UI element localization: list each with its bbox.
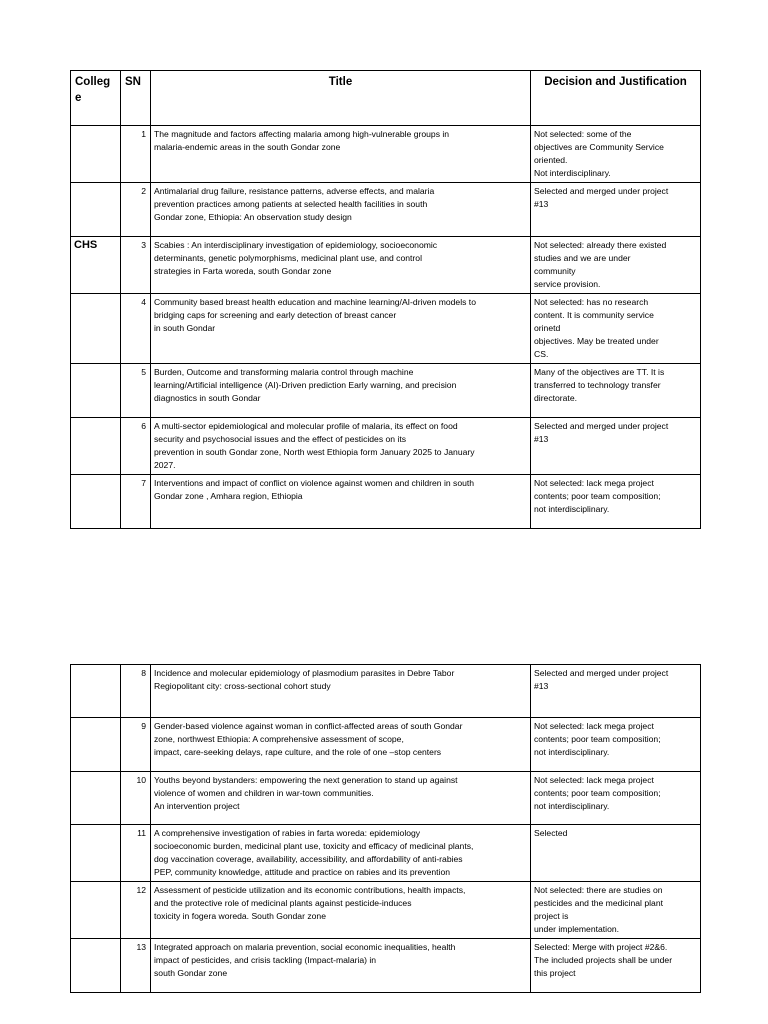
college-cell (71, 939, 121, 993)
decision-cell: Selected and merged under project #13 (531, 665, 701, 718)
sn-cell: 3 (121, 237, 151, 294)
title-cell: Gender-based violence against woman in conflict-affected areas of south Gondar zone, northwest Ethiopia: A comprehensive assessment of scope, impact, care-seeking delays, rape culture, and the role of one –stop centers (151, 718, 531, 772)
title-cell: Scabies : An interdisciplinary investigation of epidemiology, socioeconomic determinants, genetic polymorphisms, medicinal plant use, and control strategies in Farta woreda, south Gondar zone (151, 237, 531, 294)
title-cell: Incidence and molecular epidemiology of plasmodium parasites in Debre Tabor Regiopolitant city: cross-sectional cohort study (151, 665, 531, 718)
header-row (71, 71, 701, 126)
title-cell: Integrated approach on malaria prevention, social economic inequalities, health impact of pesticides, and crisis tackling (Impact-malaria) in south Gondar zone (151, 939, 531, 993)
decision-cell: Selected (531, 825, 701, 882)
projects-table-part-2 (70, 664, 701, 993)
decision-cell: Not selected: has no research content. It is community service orinetd objectives. May be treated under CS. (531, 294, 701, 364)
table-row (71, 418, 701, 475)
sn-cell: 11 (121, 825, 151, 882)
decision-cell: Not selected: already there existed studies and we are under community service provision. (531, 237, 701, 294)
college-cell (71, 126, 121, 183)
table-row (71, 364, 701, 418)
sn-cell: 7 (121, 475, 151, 529)
projects-table-part-1 (70, 70, 701, 529)
title-cell: Assessment of pesticide utilization and its economic contributions, health impacts, and the protective role of medicinal plants against pesticide-induces toxicity in fogera woreda. South Gondar zone (151, 882, 531, 939)
sn-cell: 2 (121, 183, 151, 237)
college-cell (71, 475, 121, 529)
sn-cell: 12 (121, 882, 151, 939)
title-cell: Burden, Outcome and transforming malaria control through machine learning/Artificial intelligence (AI)-Driven prediction Early warning, and precision diagnostics in south Gondar (151, 364, 531, 418)
table-row (71, 294, 701, 364)
title-header: Title (151, 71, 531, 126)
sn-cell: 9 (121, 718, 151, 772)
table-row (71, 237, 701, 294)
sn-header: SN (121, 71, 151, 126)
college-cell (71, 772, 121, 825)
decision-cell: Many of the objectives are TT. It is transferred to technology transfer directorate. (531, 364, 701, 418)
decision-cell: Not selected: some of the objectives are Community Service oriented. Not interdisciplinary. (531, 126, 701, 183)
table-row (71, 825, 701, 882)
table-row (71, 183, 701, 237)
college-cell (71, 882, 121, 939)
decision-cell: Not selected: there are studies on pesticides and the medicinal plant project is under implementation. (531, 882, 701, 939)
college-cell: CHS (71, 237, 121, 294)
college-cell (71, 825, 121, 882)
table-row (71, 718, 701, 772)
decision-cell: Selected: Merge with project #2&6. The included projects shall be under this project (531, 939, 701, 993)
decision-cell: Not selected: lack mega project contents; poor team composition; not interdisciplinary. (531, 718, 701, 772)
title-cell: Antimalarial drug failure, resistance patterns, adverse effects, and malaria prevention practices among patients at selected health facilities in south Gondar zone, Ethiopia: An observation study design (151, 183, 531, 237)
decision-cell: Not selected: lack mega project contents; poor team composition; not interdisciplinary. (531, 772, 701, 825)
sn-cell: 10 (121, 772, 151, 825)
title-cell: A comprehensive investigation of rabies in farta woreda: epidemiology socioeconomic burden, medicinal plant use, toxicity and efficacy of medicinal plants, dog vaccination coverage, availability, accessibility, and affordability of anti-rabies PEP, community knowledge, attitude and practice on rabies and its prevention (151, 825, 531, 882)
table-row (71, 772, 701, 825)
table-row (71, 882, 701, 939)
decision-cell: Selected and merged under project #13 (531, 418, 701, 475)
college-cell (71, 294, 121, 364)
decision-cell: Selected and merged under project #13 (531, 183, 701, 237)
decision-cell: Not selected: lack mega project contents; poor team composition; not interdisciplinary. (531, 475, 701, 529)
college-cell (71, 718, 121, 772)
college-header: Colleg e (71, 71, 121, 126)
college-cell (71, 665, 121, 718)
sn-cell: 1 (121, 126, 151, 183)
college-cell (71, 183, 121, 237)
title-cell: Interventions and impact of conflict on violence against women and children in south Gondar zone , Amhara region, Ethiopia (151, 475, 531, 529)
sn-cell: 4 (121, 294, 151, 364)
title-cell: The magnitude and factors affecting malaria among high-vulnerable groups in malaria-endemic areas in the south Gondar zone (151, 126, 531, 183)
table-row (71, 939, 701, 993)
title-cell: Youths beyond bystanders: empowering the next generation to stand up against violence of women and children in war-town communities. An intervention project (151, 772, 531, 825)
table-row (71, 126, 701, 183)
college-cell (71, 364, 121, 418)
sn-cell: 5 (121, 364, 151, 418)
sn-cell: 8 (121, 665, 151, 718)
title-cell: A multi-sector epidemiological and molecular profile of malaria, its effect on food security and psychosocial issues and the effect of pesticides on its prevention in south Gondar zone, North west Ethiopia form January 2025 to January 2027. (151, 418, 531, 475)
sn-cell: 6 (121, 418, 151, 475)
table-row (71, 475, 701, 529)
college-cell (71, 418, 121, 475)
title-cell: Community based breast health education and machine learning/AI-driven models to bridging caps for screening and early detection of breast cancer in south Gondar (151, 294, 531, 364)
table-row (71, 665, 701, 718)
decision-header: Decision and Justification (531, 71, 701, 126)
sn-cell: 13 (121, 939, 151, 993)
